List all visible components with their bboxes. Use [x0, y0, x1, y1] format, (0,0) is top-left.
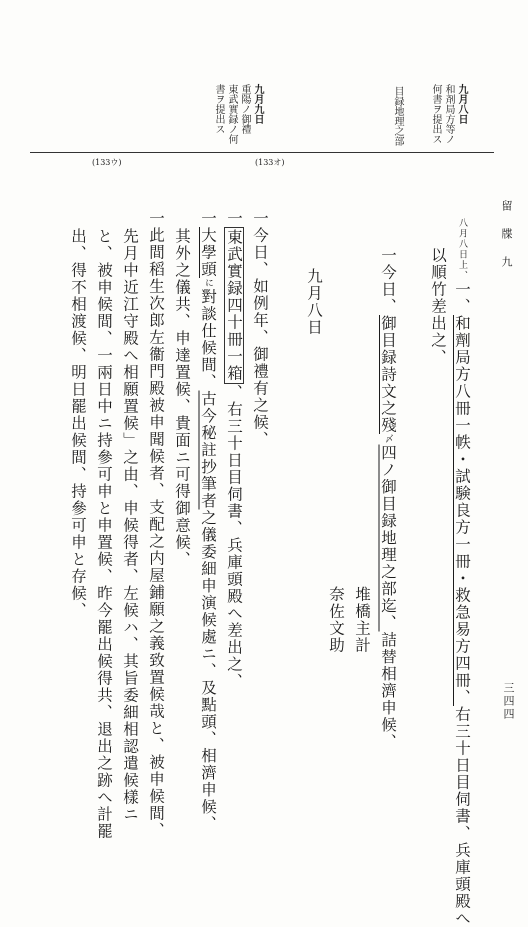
- text-segment: 右三十日目伺書、兵庫頭殿へ: [453, 706, 471, 927]
- text-segment: 和劑局方八冊一帙・試験良方一冊・救急易方四冊、: [453, 315, 471, 706]
- text-segment: 御目録詩文之殘: [379, 315, 397, 434]
- body-column: [224, 210, 244, 690]
- text-segment: と、被申候間、一兩日中ニ持參可申と申置候、昨今罷出候得共、退出之跡へ計罷: [95, 228, 113, 840]
- headnote-line: 何書ヲ提出ス: [430, 84, 441, 144]
- text-segment: 一、: [453, 281, 471, 315]
- text-segment: 一: [225, 210, 243, 227]
- headnote-date: 九月九日: [252, 84, 263, 124]
- headnote-catalog: 目録地理之部: [392, 86, 403, 146]
- headnote-line: 重陽ノ御禮: [239, 84, 250, 134]
- body-column: [68, 228, 88, 619]
- body-column: [326, 586, 346, 654]
- body-column: [452, 218, 472, 927]
- headnote-sep8: [429, 84, 468, 144]
- text-segment: 詰替相濟申候、: [379, 631, 397, 751]
- body-column: [352, 586, 372, 654]
- text-segment: 東武實録四十冊一箱: [225, 229, 243, 382]
- text-segment: 堆橋主計: [353, 586, 371, 654]
- text-segment: 八月八日上、: [457, 218, 467, 281]
- text-segment: 以順竹差出之、: [429, 247, 447, 366]
- text-segment: 一此間稻生次郎左衞門殿被申聞候者、支配之内屋鋪願之義致置候哉と、被申候間、: [147, 210, 165, 839]
- page-ref-133u: (133ウ): [92, 158, 122, 167]
- headnote-line: 和剤局方等ノ: [443, 84, 454, 144]
- text-segment: 其外之儀共、申達置候、貴面ニ可得御意候、: [173, 228, 191, 568]
- headnote-line: 東武實録ノ何: [226, 84, 237, 144]
- body-column: [172, 228, 192, 568]
- text-segment: 之儀委細申演候處ニ、及點頭、相濟申候、: [199, 509, 217, 833]
- page-ref-133o: (133オ): [255, 158, 285, 167]
- text-segment: 奈佐文助: [327, 586, 345, 654]
- body-column: [198, 210, 218, 833]
- body-column: [304, 268, 324, 336]
- text-segment: 〆: [383, 434, 393, 445]
- text-segment: 先月中近江守殿へ相願置候」之由、申候得者、左候ハ、其旨委細相認遣候樣ニ: [121, 228, 139, 823]
- text-segment: 四ノ御目録地理之部迄、: [379, 444, 397, 632]
- text-segment: 古今秘註抄筆者: [199, 390, 217, 510]
- text-segment: 一今日、: [379, 247, 397, 315]
- text-segment: 出、得不相渡候、明日罷出候間、持參可申と存候、: [69, 228, 87, 619]
- body-column: [94, 228, 114, 840]
- body-column: [250, 210, 270, 448]
- headnote-line: 書ヲ提出ス: [213, 84, 224, 134]
- body-column: [146, 210, 166, 839]
- text-segment: 九月八日: [305, 268, 323, 336]
- headnote-date: 九月八日: [456, 84, 467, 124]
- text-segment: 對談仕候間、: [199, 288, 217, 391]
- text-segment: に: [203, 278, 213, 289]
- text-segment: 一: [199, 210, 217, 227]
- body-column: [428, 247, 448, 366]
- header-rule: [30, 152, 494, 153]
- page-number: 三四四: [502, 682, 515, 721]
- body-column: [378, 247, 398, 751]
- text-segment: 一今日、如例年、御禮有之候、: [251, 210, 269, 448]
- headnote-sep9: [212, 84, 264, 144]
- text-segment: 大學頭: [199, 227, 217, 278]
- body-column: [120, 228, 140, 823]
- running-title: 留 牒 九: [500, 200, 513, 270]
- text-segment: 、右三十日目伺書、兵庫頭殿へ差出之、: [225, 384, 243, 690]
